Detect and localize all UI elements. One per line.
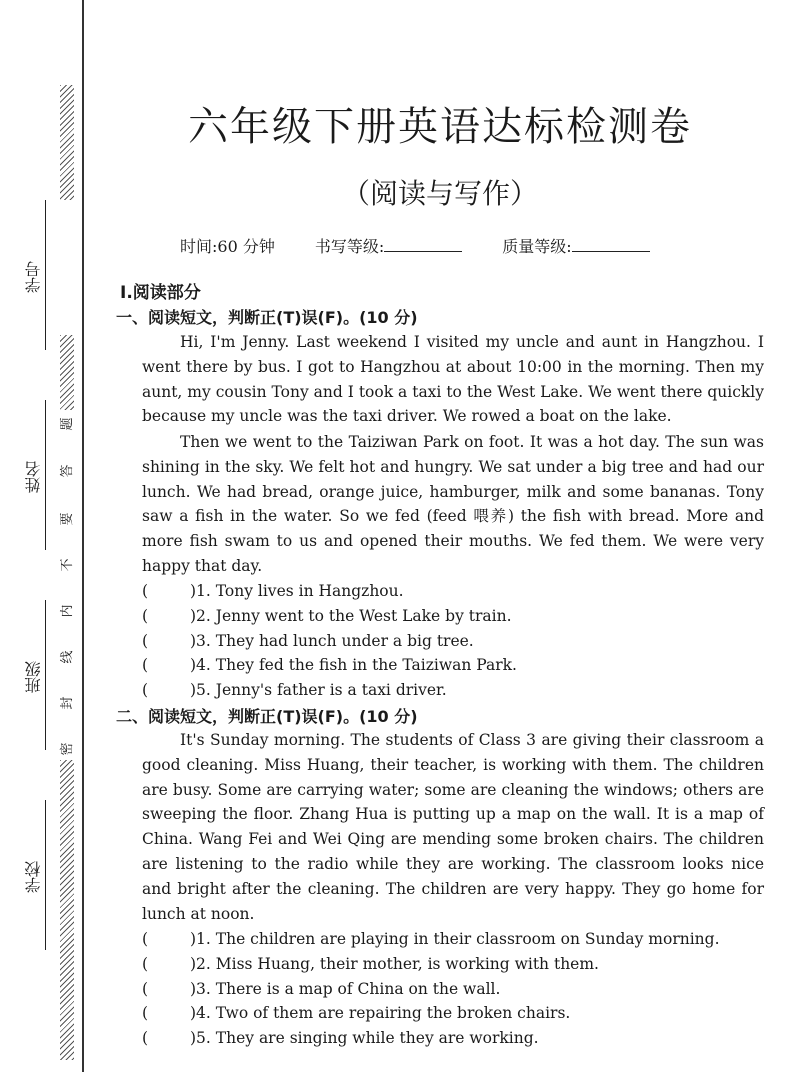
statement: )4. Two of them are repairing the broken chairs. xyxy=(190,1004,571,1023)
seal-char: 不 xyxy=(60,558,75,572)
passage-1-paragraph-1: Hi, I'm Jenny. Last weekend I visited my uncle and aunt in Hangzhou. I went there by bus. I got to Hangzhou at about 10:00 in the morning. Then my aunt, my cousin Tony and I took a taxi to the West Lake. We went there quickly because my uncle was the taxi driver. We rowed a boat on the lake. xyxy=(142,333,764,426)
list-item xyxy=(142,927,762,952)
statement: )5. They are singing while they are working. xyxy=(190,1029,539,1048)
name-field[interactable] xyxy=(22,400,58,554)
seal-char: 答 xyxy=(60,464,75,478)
list-item xyxy=(142,1026,762,1051)
answer-blank[interactable]: ( xyxy=(142,954,149,973)
answer-blank[interactable]: ( xyxy=(142,681,149,700)
writing-grade xyxy=(315,234,462,257)
list-item xyxy=(142,678,762,703)
judgment-list-1 xyxy=(142,579,762,703)
list-item xyxy=(142,653,762,678)
school-field[interactable] xyxy=(22,800,58,954)
passage-2-paragraph-1: It's Sunday morning. The students of Class 3 are giving their classroom a good cleaning. Miss Huang, their teacher, is working with them. The children are busy. Some are carrying water; some are cleaning the windows; others are sweeping the floor. Zhang Hua is putting up a map on the wall. It is a map of China. Wang Fei and Wei Qing are mending some broken chairs. The children are listening to the radio while they are working. The classroom looks nice and bright after the cleaning. The children are very happy. They go home for lunch at noon. xyxy=(142,731,764,923)
seal-char: 密 xyxy=(60,742,75,756)
binding-strip xyxy=(0,0,90,1072)
answer-blank[interactable]: ( xyxy=(142,1004,149,1023)
quality-grade xyxy=(502,234,649,257)
list-item xyxy=(142,952,762,977)
seal-char: 线 xyxy=(60,650,75,664)
statement: )1. Tony lives in Hangzhou. xyxy=(190,582,404,600)
statement: )4. They fed the fish in the Taiziwan Park. xyxy=(190,656,517,675)
statement: )2. Jenny went to the West Lake by train. xyxy=(190,606,512,625)
list-item xyxy=(142,604,762,629)
answer-blank[interactable]: ( xyxy=(142,979,149,998)
answer-blank[interactable]: ( xyxy=(142,656,149,675)
time-limit: 时间:60 分钟 xyxy=(180,237,275,256)
student-number-blank[interactable] xyxy=(45,200,46,350)
list-item xyxy=(142,579,762,604)
seal-char: 题 xyxy=(60,417,75,431)
binding-line xyxy=(82,0,84,1072)
name-blank[interactable] xyxy=(45,400,46,550)
name-label: 姓名 xyxy=(24,461,43,493)
page-subtitle: （阅读与写作） xyxy=(341,177,538,210)
statement: )1. The children are playing in their classroom on Sunday morning. xyxy=(190,930,720,948)
judgment-list-2 xyxy=(142,927,762,1051)
statement: )2. Miss Huang, their mother, is working with them. xyxy=(190,954,599,973)
school-blank[interactable] xyxy=(45,800,46,950)
class-field[interactable] xyxy=(22,600,58,754)
page-title: 六年级下册英语达标检测卷 xyxy=(188,104,692,150)
quality-grade-blank[interactable] xyxy=(572,237,650,252)
answer-blank[interactable]: ( xyxy=(142,1029,149,1048)
statement: )3. They had lunch under a big tree. xyxy=(190,631,474,650)
list-item xyxy=(142,977,762,1002)
quality-grade-label: 质量等级: xyxy=(502,237,572,256)
student-number-label: 学号 xyxy=(24,261,43,293)
writing-grade-label: 书写等级: xyxy=(314,237,385,256)
exam-meta xyxy=(180,234,740,257)
class-blank[interactable] xyxy=(45,600,46,750)
writing-grade-blank[interactable] xyxy=(384,237,462,252)
hatch-bottom xyxy=(60,760,74,1060)
statement: )5. Jenny's father is a taxi driver. xyxy=(190,681,447,700)
seal-char: 封 xyxy=(60,696,75,710)
class-label: 班级 xyxy=(24,661,43,693)
answer-blank[interactable]: ( xyxy=(142,930,149,948)
list-item xyxy=(142,629,762,654)
hatch-top xyxy=(60,85,74,200)
student-number-field[interactable] xyxy=(22,200,58,354)
school-label: 学校 xyxy=(24,861,43,893)
list-item xyxy=(142,1001,762,1026)
section-heading: Ⅰ.阅读部分 xyxy=(120,283,201,303)
answer-blank[interactable]: ( xyxy=(142,606,149,625)
question-heading-2: 二、阅读短文，判断正(T)误(F)。(10 分) xyxy=(116,707,418,726)
answer-blank[interactable]: ( xyxy=(142,582,149,600)
seal-char: 要 xyxy=(60,512,75,526)
seal-char: 内 xyxy=(60,604,75,618)
statement: )3. There is a map of China on the wall. xyxy=(190,979,501,998)
hatch-mid xyxy=(60,335,74,410)
passage-1-paragraph-2: Then we went to the Taiziwan Park on foot. It was a hot day. The sun was shining in the sky. We felt hot and hungry. We sat under a big tree and had our lunch. We had bread, orange juice, hamburger, milk and some bananas. Tony saw a fish in the water. So we fed (feed 喂养) the fish with bread. More and more fish swam to us and opened their mouths. We fed them. We were very happy that day. xyxy=(142,433,764,575)
answer-blank[interactable]: ( xyxy=(142,631,149,650)
question-heading-1: 一、阅读短文，判断正(T)误(F)。(10 分) xyxy=(116,308,418,327)
